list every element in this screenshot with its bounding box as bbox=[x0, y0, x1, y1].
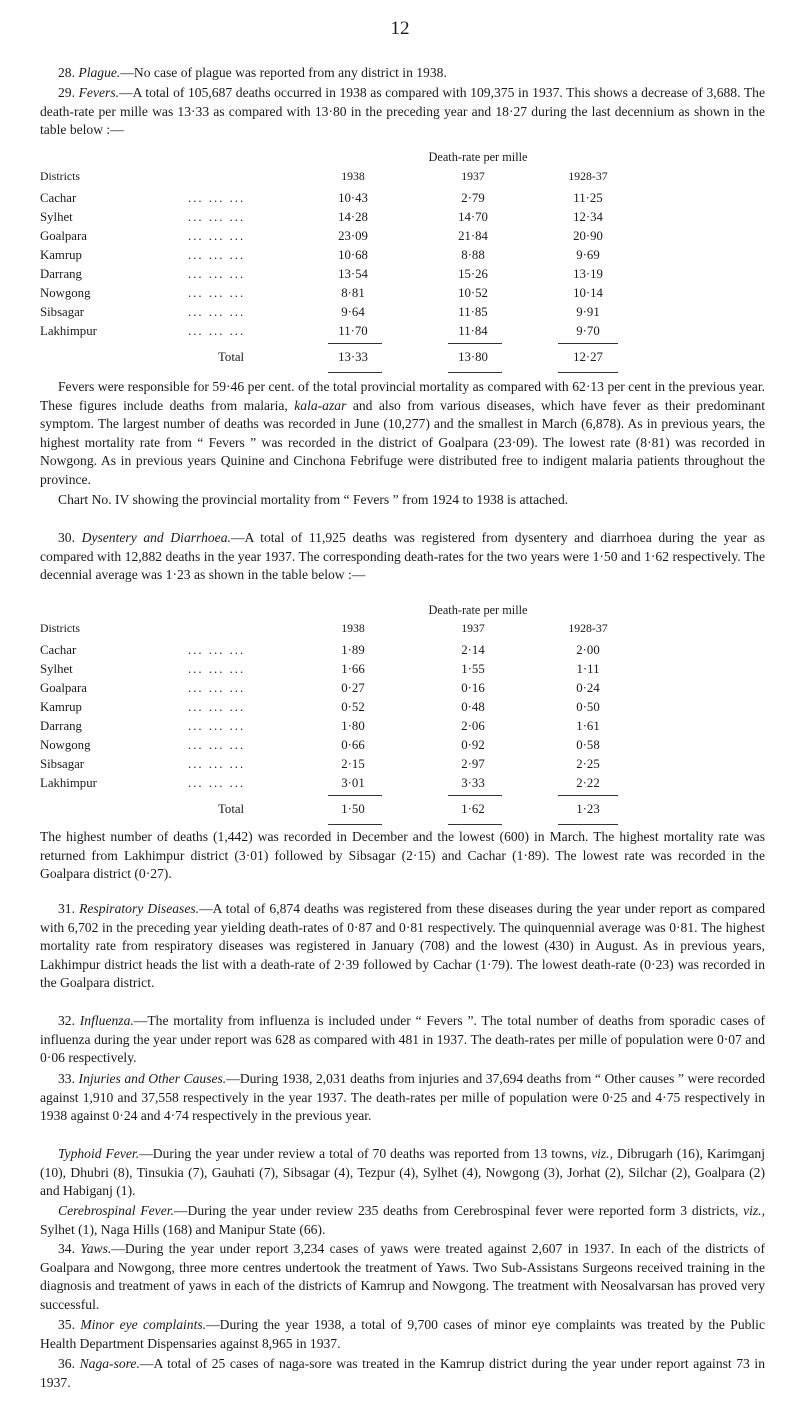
rate-1937: 0·48 bbox=[461, 700, 485, 714]
table-total-row bbox=[40, 802, 760, 820]
paragraph-text: —During the year 1938, a total of 9,700 cases of minor eye complaints was treated by the Public Health Department Dispensaries against 8,965 in 1937. bbox=[40, 1317, 765, 1351]
rate-1937: 21·84 bbox=[458, 229, 488, 243]
paragraph-plague bbox=[40, 64, 765, 83]
rate-1928-37: 2·25 bbox=[576, 757, 600, 771]
district-name: Cachar bbox=[40, 643, 77, 657]
leader-dots: ... ... ... bbox=[188, 738, 246, 752]
paragraph-number: 32. bbox=[58, 1013, 75, 1028]
paragraph-eye-complaints bbox=[40, 1316, 765, 1353]
rate-1937: 0·16 bbox=[461, 681, 485, 695]
rate-1938: 23·09 bbox=[338, 229, 368, 243]
paragraph-number: 29. bbox=[58, 85, 75, 100]
table-row bbox=[40, 324, 760, 342]
page-number: 12 bbox=[390, 18, 410, 39]
table-row bbox=[40, 286, 760, 304]
total-label: Total bbox=[218, 350, 245, 364]
paragraph-title: Minor eye complaints. bbox=[80, 1317, 207, 1332]
paragraph-title: Influenza. bbox=[79, 1013, 134, 1028]
total-1928-37: 1·23 bbox=[576, 802, 600, 816]
rate-1928-37: 1·11 bbox=[576, 662, 600, 676]
table-group-header: Death-rate per mille bbox=[428, 603, 528, 617]
rate-1938: 10·68 bbox=[338, 248, 368, 262]
rate-1928-37: 10·14 bbox=[573, 286, 603, 300]
leader-dots: ... ... ... bbox=[188, 191, 246, 205]
paragraph-text: —During the year under report 3,234 cases of yaws were treated against 2,607 in 1937. In each of the districts of Goalpara and Nowgong, three more centres undertook the treatment of Yaws. Two Sub-Assistans Surgeons received training in the diagnosis and treatment of yaws in each of the districts of Kamrup and Nowgong. The treatment with Neosalvarsan has proved very successful. bbox=[40, 1241, 766, 1312]
table-rule bbox=[558, 795, 618, 796]
table-total-row bbox=[40, 350, 760, 368]
table-rule bbox=[448, 824, 502, 825]
table-rule bbox=[558, 343, 618, 344]
leader-dots: ... ... ... bbox=[188, 662, 246, 676]
table-rule bbox=[448, 343, 502, 344]
paragraph-respiratory bbox=[40, 900, 765, 993]
column-header-district: Districts bbox=[40, 621, 80, 635]
table-rule bbox=[328, 824, 382, 825]
paragraph-text: —A total of 105,687 deaths occurred in 1938 as compared with 109,375 in 1937. This shows a decrease of 3,688. The death-rate per mille was 13·33 as compared with 13·80 in the preceding year and 18·27 during the last decennium as shown in the table below :— bbox=[40, 85, 765, 138]
district-name: Lakhimpur bbox=[40, 324, 97, 338]
paragraph-fevers bbox=[40, 84, 765, 140]
leader-dots: ... ... ... bbox=[188, 643, 246, 657]
paragraph-text: Fevers were responsible for 59·46 per cent. of the total provincial mortality as compared with 62·13 per cent in the previous year. These figures include deaths from malaria, bbox=[40, 379, 765, 413]
paragraph-number: 35. bbox=[58, 1317, 75, 1332]
table-rule bbox=[558, 824, 618, 825]
paragraph-title: Fevers. bbox=[78, 85, 120, 100]
table-group-header-row bbox=[40, 150, 760, 168]
rate-1938: 3·01 bbox=[341, 776, 365, 790]
rate-1937: 2·97 bbox=[461, 757, 485, 771]
rate-1937: 14·70 bbox=[458, 210, 488, 224]
column-header-1938: 1938 bbox=[341, 621, 365, 635]
table-rule bbox=[558, 372, 618, 373]
table-header-row bbox=[40, 169, 760, 187]
rate-1937: 2·79 bbox=[461, 191, 485, 205]
rate-1938: 9·64 bbox=[341, 305, 365, 319]
table-row bbox=[40, 643, 760, 661]
district-name: Lakhimpur bbox=[40, 776, 97, 790]
rate-1938: 1·80 bbox=[341, 719, 365, 733]
paragraph-title: Respiratory Diseases. bbox=[79, 901, 200, 916]
paragraph-text: Dibrugarh (16), Karimganj (10), Dhubri (8), Tinsukia (7), Gauhati (7), Sibsagar (4), Tezpur (4), Sylhet (4), Nowgong (3), Jorhat (2), Silchar (2), Goalpara (2) and Habiganj (1). bbox=[40, 1146, 765, 1199]
paragraph-text: —During the year under review 235 deaths from Cerebrospinal fever were reported form 3 districts, bbox=[173, 1203, 739, 1218]
total-1938: 13·33 bbox=[338, 350, 368, 364]
rate-1937: 11·85 bbox=[458, 305, 488, 319]
total-1937: 1·62 bbox=[461, 802, 485, 816]
table-row bbox=[40, 738, 760, 756]
paragraph-yaws bbox=[40, 1240, 765, 1314]
total-1928-37: 12·27 bbox=[573, 350, 603, 364]
rate-1938: 0·27 bbox=[341, 681, 365, 695]
column-header-1938: 1938 bbox=[341, 169, 365, 183]
district-name: Goalpara bbox=[40, 229, 87, 243]
table-rule bbox=[328, 795, 382, 796]
paragraph-text: —During the year under review a total of 70 deaths was reported from 13 towns, bbox=[139, 1146, 588, 1161]
table-row bbox=[40, 210, 760, 228]
rate-1928-37: 2·00 bbox=[576, 643, 600, 657]
rate-1937: 11·84 bbox=[458, 324, 488, 338]
fever-death-rate-table bbox=[40, 150, 760, 350]
table-row bbox=[40, 719, 760, 737]
paragraph-number: 33. bbox=[58, 1071, 75, 1086]
rate-1938: 0·66 bbox=[341, 738, 365, 752]
rate-1928-37: 2·22 bbox=[576, 776, 600, 790]
rate-1937: 0·92 bbox=[461, 738, 485, 752]
leader-dots: ... ... ... bbox=[188, 324, 246, 338]
paragraph-naga-sore bbox=[40, 1355, 765, 1392]
viz-term: viz., bbox=[591, 1146, 613, 1161]
leader-dots: ... ... ... bbox=[188, 229, 246, 243]
leader-dots: ... ... ... bbox=[188, 305, 246, 319]
leader-dots: ... ... ... bbox=[188, 286, 246, 300]
district-name: Goalpara bbox=[40, 681, 87, 695]
dysentery-death-rate-table bbox=[40, 603, 760, 803]
paragraph-text: —A total of 11,925 deaths was registered from dysentery and diarrhoea during the year as compared with 12,882 deaths in the year 1937. The corresponding death-rates for the two years were 1·50 and 1·62 respectively. The decennial average was 1·23 as shown in the table below :— bbox=[40, 530, 766, 583]
paragraph-injuries bbox=[40, 1070, 765, 1126]
rate-1938: 14·28 bbox=[338, 210, 368, 224]
paragraph-title: Cerebrospinal Fever. bbox=[58, 1203, 174, 1218]
dysentery-table-total bbox=[40, 802, 760, 822]
table-row bbox=[40, 757, 760, 775]
rate-1928-37: 13·19 bbox=[573, 267, 603, 281]
rate-1928-37: 12·34 bbox=[573, 210, 603, 224]
paragraph-number: 36. bbox=[58, 1356, 75, 1371]
district-name: Kamrup bbox=[40, 700, 82, 714]
district-name: Sylhet bbox=[40, 662, 73, 676]
rate-1928-37: 0·24 bbox=[576, 681, 600, 695]
rate-1928-37: 9·69 bbox=[576, 248, 600, 262]
paragraph-number: 34. bbox=[58, 1241, 75, 1256]
rate-1928-37: 1·61 bbox=[576, 719, 600, 733]
paragraph-title: Typhoid Fever. bbox=[58, 1146, 140, 1161]
paragraph-title: Plague. bbox=[78, 65, 121, 80]
column-header-1937: 1937 bbox=[461, 621, 485, 635]
total-1938: 1·50 bbox=[341, 802, 365, 816]
column-header-decennium: 1928-37 bbox=[568, 621, 608, 635]
district-name: Darrang bbox=[40, 267, 82, 281]
rate-1938: 1·89 bbox=[341, 643, 365, 657]
table-rule bbox=[328, 372, 382, 373]
rate-1937: 2·14 bbox=[461, 643, 485, 657]
rate-1928-37: 0·58 bbox=[576, 738, 600, 752]
leader-dots: ... ... ... bbox=[188, 267, 246, 281]
total-label: Total bbox=[218, 802, 245, 816]
table-row bbox=[40, 191, 760, 209]
leader-dots: ... ... ... bbox=[188, 700, 246, 714]
paragraph-title: Dysentery and Diarrhoea. bbox=[81, 530, 231, 545]
paragraph-dysentery bbox=[40, 529, 765, 585]
district-name: Kamrup bbox=[40, 248, 82, 262]
table-row bbox=[40, 681, 760, 699]
table-group-header: Death-rate per mille bbox=[428, 150, 528, 164]
leader-dots: ... ... ... bbox=[188, 757, 246, 771]
leader-dots: ... ... ... bbox=[188, 719, 246, 733]
paragraph-text: —No case of plague was reported from any district in 1938. bbox=[120, 65, 447, 80]
paragraph-text: —A total of 25 cases of naga-sore was treated in the Kamrup district during the year under report against 73 in 1937. bbox=[40, 1356, 765, 1390]
rate-1928-37: 0·50 bbox=[576, 700, 600, 714]
district-name: Cachar bbox=[40, 191, 77, 205]
table-rule bbox=[448, 795, 502, 796]
leader-dots: ... ... ... bbox=[188, 681, 246, 695]
district-name: Sibsagar bbox=[40, 305, 85, 319]
rate-1937: 10·52 bbox=[458, 286, 488, 300]
rate-1928-37: 9·91 bbox=[576, 305, 600, 319]
leader-dots: ... ... ... bbox=[188, 210, 246, 224]
paragraph-text: —A total of 6,874 deaths was registered from these diseases during the year under report as compared with 6,702 in the preceding year yielding death-rates of 0·87 and 0·81 respectively. The quinquennial average was 0·81. The highest mortality rate from respiratory diseases was registered in January (708) and the lowest (430) in August. As in previous years, Lakhimpur district heads the list with a death-rate of 2·39 followed by Cachar (1·79). The lowest death-rate (0·23) was recorded in the Goalpara district. bbox=[40, 901, 766, 991]
rate-1938: 13·54 bbox=[338, 267, 368, 281]
rate-1938: 11·70 bbox=[338, 324, 368, 338]
paragraph-cerebrospinal bbox=[40, 1202, 765, 1239]
column-header-1937: 1937 bbox=[461, 169, 485, 183]
paragraph-text: The highest number of deaths (1,442) was recorded in December and the lowest (600) in March. The highest mortality rate was returned from Lakhimpur district (3·01) followed by Sibsagar (2·15) and Cachar (1·89). The lowest rate was recorded in the Goalpara district (0·27). bbox=[40, 829, 765, 882]
rate-1928-37: 20·90 bbox=[573, 229, 603, 243]
rate-1938: 10·43 bbox=[338, 191, 368, 205]
rate-1937: 2·06 bbox=[461, 719, 485, 733]
paragraph-fevers-discussion bbox=[40, 378, 765, 490]
district-name: Darrang bbox=[40, 719, 82, 733]
kala-azar-term: kala-azar bbox=[294, 397, 347, 413]
rate-1938: 8·81 bbox=[341, 286, 365, 300]
rate-1937: 1·55 bbox=[461, 662, 485, 676]
table-row bbox=[40, 776, 760, 794]
paragraph-typhoid bbox=[40, 1145, 765, 1201]
paragraph-text: Sylhet (1), Naga Hills (168) and Manipur State (66). bbox=[40, 1221, 326, 1237]
paragraph-number: 28. bbox=[58, 65, 75, 80]
table-row bbox=[40, 700, 760, 718]
paragraph-number: 31. bbox=[58, 901, 75, 916]
district-name: Nowgong bbox=[40, 738, 91, 752]
column-header-district: Districts bbox=[40, 169, 80, 183]
rate-1937: 8·88 bbox=[461, 248, 485, 262]
paragraph-title: Naga-sore. bbox=[79, 1356, 140, 1371]
table-rule bbox=[448, 372, 502, 373]
district-name: Sylhet bbox=[40, 210, 73, 224]
table-header-row bbox=[40, 621, 760, 639]
paragraph-dysentery-discussion bbox=[40, 828, 765, 884]
viz-term: viz., bbox=[743, 1203, 765, 1218]
table-rule bbox=[328, 343, 382, 344]
table-row bbox=[40, 662, 760, 680]
table-row bbox=[40, 248, 760, 266]
rate-1938: 1·66 bbox=[341, 662, 365, 676]
total-1937: 13·80 bbox=[458, 350, 488, 364]
paragraph-text: Chart No. IV showing the provincial mortality from “ Fevers ” from 1924 to 1938 is attached. bbox=[58, 492, 569, 507]
fever-table-total bbox=[40, 350, 760, 370]
table-row bbox=[40, 305, 760, 323]
paragraph-title: Yaws. bbox=[80, 1241, 112, 1256]
leader-dots: ... ... ... bbox=[188, 776, 246, 790]
paragraph-text: —The mortality from influenza is included under “ Fevers ”. The total number of deaths from sporadic cases of influenza during the year under report was 628 as compared with 481 in 1937. The death-rates per mille of population were 0·07 and 0·06 respectively. bbox=[40, 1013, 765, 1066]
rate-1937: 3·33 bbox=[461, 776, 485, 790]
paragraph-title: Injuries and Other Causes. bbox=[78, 1071, 227, 1086]
paragraph-text: —During 1938, 2,031 deaths from injuries and 37,694 deaths from “ Other causes ” were recorded against 1,910 and 37,558 respectively in the year 1937. The death-rates per mille of population were 0·25 and 4·75 respectively in 1938 against 0·24 and 4·74 respectively in the previous year. bbox=[40, 1071, 766, 1124]
rate-1937: 15·26 bbox=[458, 267, 488, 281]
paragraph-chart-note bbox=[40, 491, 765, 510]
rate-1928-37: 9·70 bbox=[576, 324, 600, 338]
table-group-header-row bbox=[40, 603, 760, 621]
paragraph-influenza bbox=[40, 1012, 765, 1068]
district-name: Sibsagar bbox=[40, 757, 85, 771]
district-name: Nowgong bbox=[40, 286, 91, 300]
paragraph-number: 30. bbox=[58, 530, 75, 545]
table-row bbox=[40, 267, 760, 285]
rate-1938: 2·15 bbox=[341, 757, 365, 771]
paragraph-text: and also from various diseases, which have fever as their predominant symptom. The largest number of deaths was recorded in June (10,277) and the smallest in March (6,878). As in previous years, the highest mortality rate from “ Fevers ” was recorded in the district of Goalpara (23·09). The lowest rate (8·81) was recorded in Nowgong. As in previous years Quinine and Cinchona Febrifuge were distributed free to indigent malaria patients throughout the province. bbox=[40, 397, 765, 487]
table-row bbox=[40, 229, 760, 247]
rate-1928-37: 11·25 bbox=[573, 191, 603, 205]
rate-1938: 0·52 bbox=[341, 700, 365, 714]
column-header-decennium: 1928-37 bbox=[568, 169, 608, 183]
leader-dots: ... ... ... bbox=[188, 248, 246, 262]
